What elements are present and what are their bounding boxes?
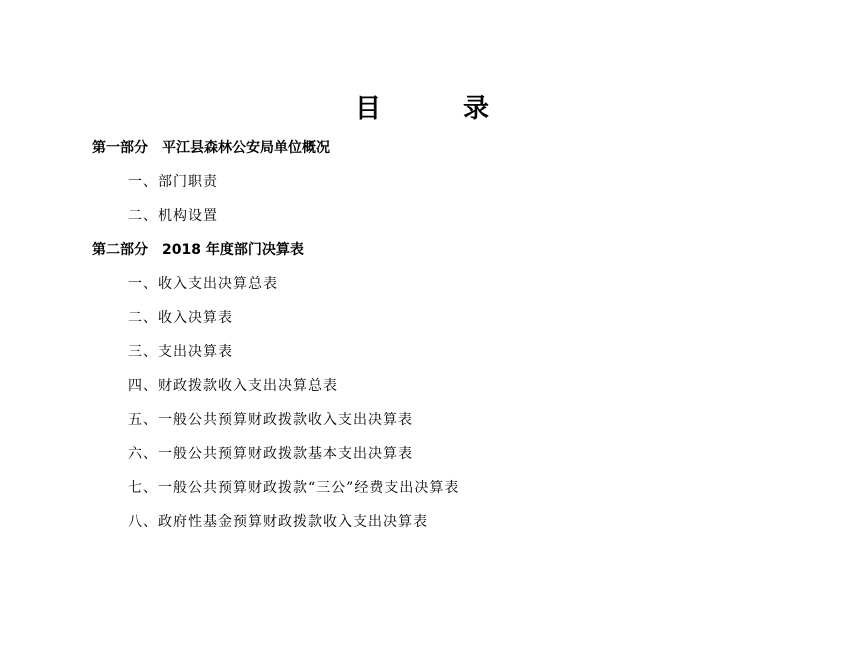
toc-item: 一、部门职责	[128, 174, 218, 190]
section-part-label: 第一部分	[92, 140, 148, 156]
section-heading-text: 平江县森林公安局单位概况	[162, 140, 330, 156]
section-heading-part2	[92, 240, 304, 260]
toc-item: 五、一般公共预算财政拨款收入支出决算表	[128, 412, 413, 428]
page-title: 目 录	[354, 94, 517, 124]
section-part-label: 第二部分	[92, 242, 148, 258]
section-heading-part1	[92, 138, 330, 158]
toc-item: 一、收入支出决算总表	[128, 276, 278, 292]
section-heading-text: 2018 年度部门决算表	[162, 242, 304, 258]
toc-item: 八、政府性基金预算财政拨款收入支出决算表	[128, 514, 428, 530]
toc-item: 七、一般公共预算财政拨款“三公”经费支出决算表	[128, 480, 460, 496]
toc-item: 六、一般公共预算财政拨款基本支出决算表	[128, 446, 413, 462]
toc-item: 四、财政拨款收入支出决算总表	[128, 378, 338, 394]
toc-item: 三、支出决算表	[128, 344, 233, 360]
toc-item: 二、收入决算表	[128, 310, 233, 326]
toc-item: 二、机构设置	[128, 208, 218, 224]
